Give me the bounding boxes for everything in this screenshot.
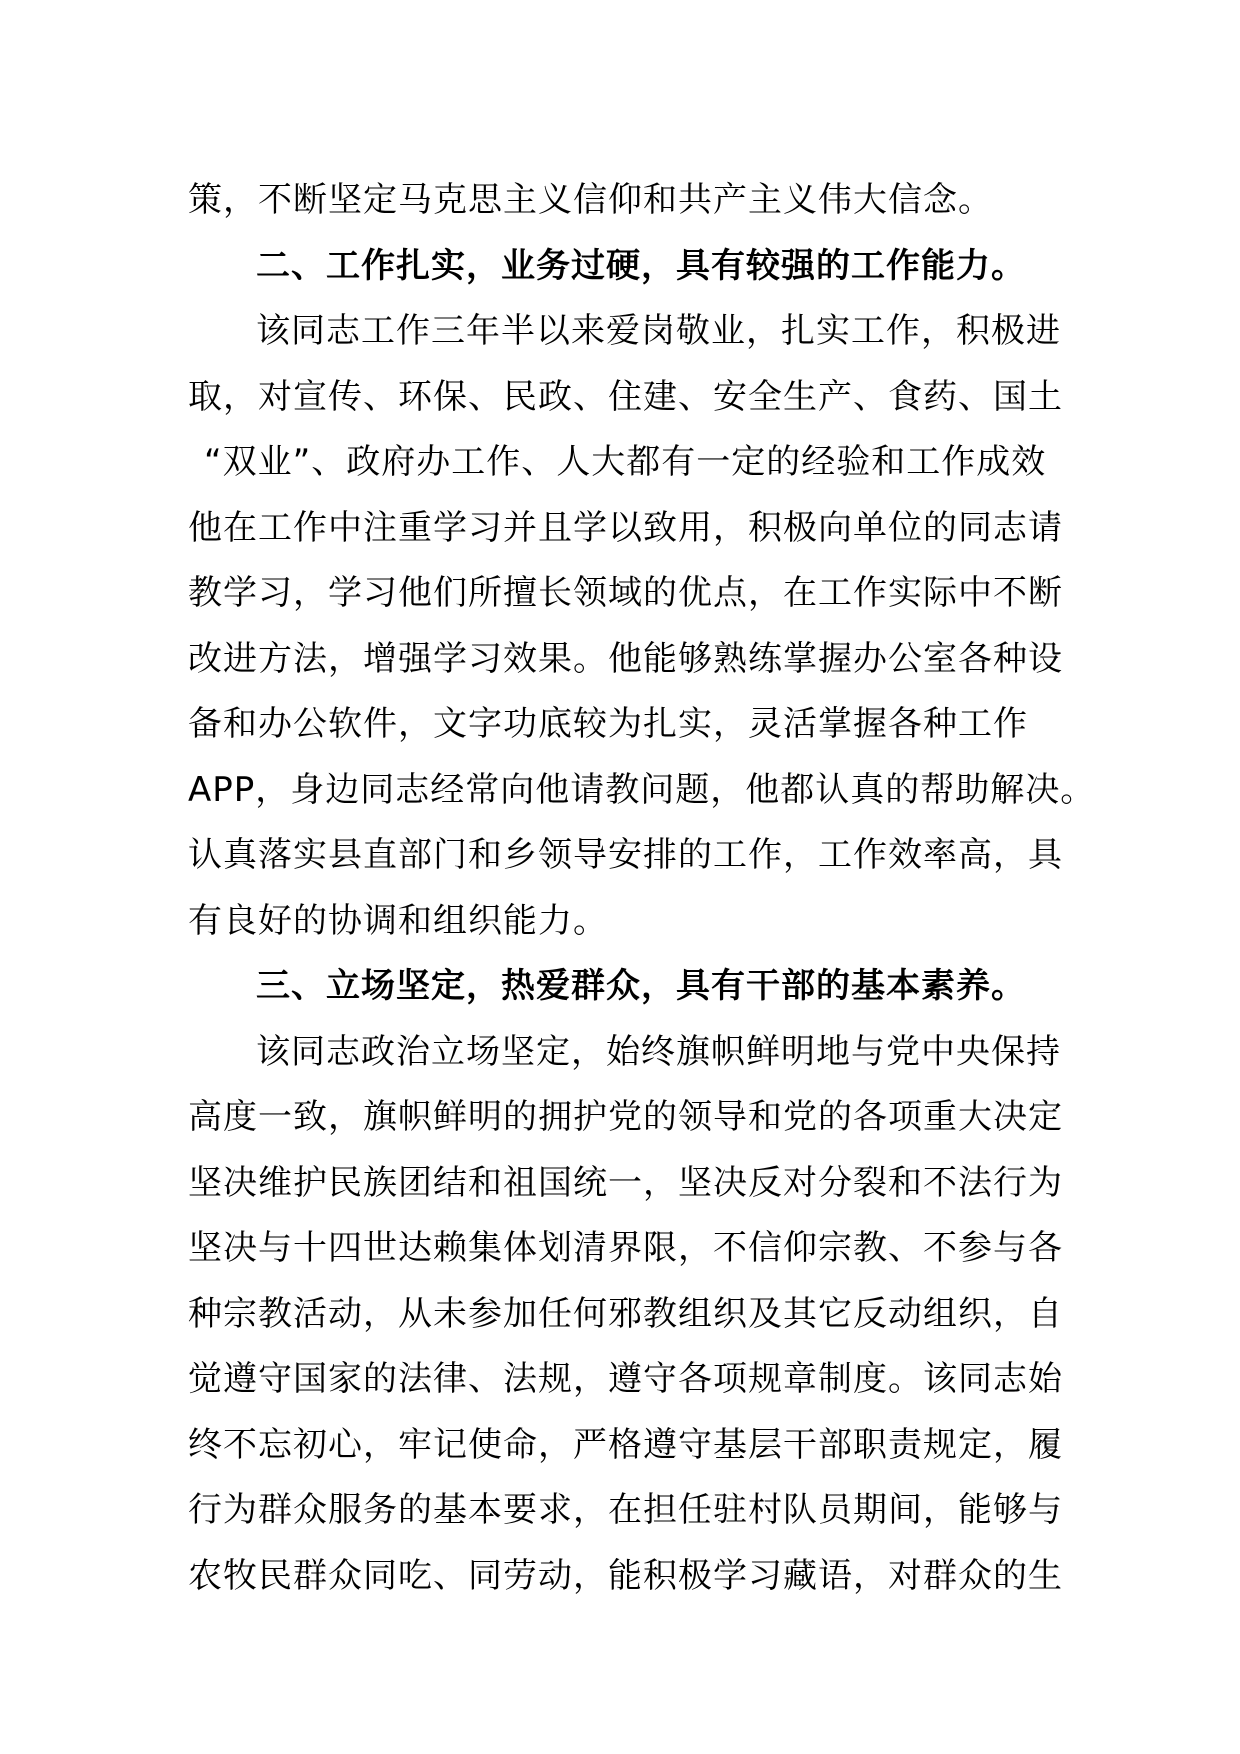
text-line: 坚决与十四世达赖集体划清界限，不信仰宗教、不参与各 (188, 1228, 1063, 1268)
text-line: 策，不断坚定马克思主义信仰和共产主义伟大信念。 (188, 180, 993, 220)
text-line: 农牧民群众同吃、同劳动，能积极学习藏语，对群众的生 (188, 1555, 1063, 1596)
text-line: 终不忘初心，牢记使命，严格遵守基层干部职责规定，履 (188, 1424, 1063, 1465)
text-line: 备和办公软件，文字功底较为扎实，灵活掌握各种工作 (188, 704, 1028, 744)
section-heading: 二、工作扎实，业务过硬，具有较强的工作能力。 (256, 245, 1026, 286)
text-line: 教学习，学习他们所擅长领域的优点，在工作实际中不断 (188, 573, 1063, 613)
text-line: 认真落实县直部门和乡领导安排的工作，工作效率高，具 (188, 835, 1063, 875)
text-line: 他在工作中注重学习并且学以致用，积极向单位的同志请 (188, 507, 1063, 548)
text-line: 取，对宣传、环保、民政、住建、安全生产、食药、国土 (188, 376, 1063, 417)
text-line: 该同志工作三年半以来爱岗敬业，扎实工作，积极进 (256, 311, 1061, 351)
text-line: “双业”、政府办工作、人大都有一定的经验和工作成效 (204, 442, 1047, 482)
text-line: 改进方法，增强学习效果。他能够熟练掌握办公室各种设 (188, 638, 1063, 679)
text-line: 觉遵守国家的法律、法规，遵守各项规章制度。该同志始 (188, 1359, 1063, 1399)
text-line: 高度一致，旗帜鲜明的拥护党的领导和党的各项重大决定 (188, 1097, 1063, 1137)
text-line: 该同志政治立场坚定，始终旗帜鲜明地与党中央保持 (256, 1031, 1061, 1072)
text-line: 行为群众服务的基本要求，在担任驻村队员期间，能够与 (188, 1490, 1063, 1530)
text-line: 有良好的协调和组织能力。 (188, 900, 608, 941)
text-line: 种宗教活动，从未参加任何邪教组织及其它反动组织，自 (188, 1293, 1063, 1334)
body-text (188, 168, 1096, 1609)
section-heading: 三、立场坚定，热爱群众，具有干部的基本素养。 (256, 966, 1026, 1006)
text-line: 坚决维护民族团结和祖国统一，坚决反对分裂和不法行为 (188, 1162, 1063, 1203)
text-line: APP，身边同志经常向他请教问题，他都认真的帮助解决。 (188, 769, 1096, 810)
